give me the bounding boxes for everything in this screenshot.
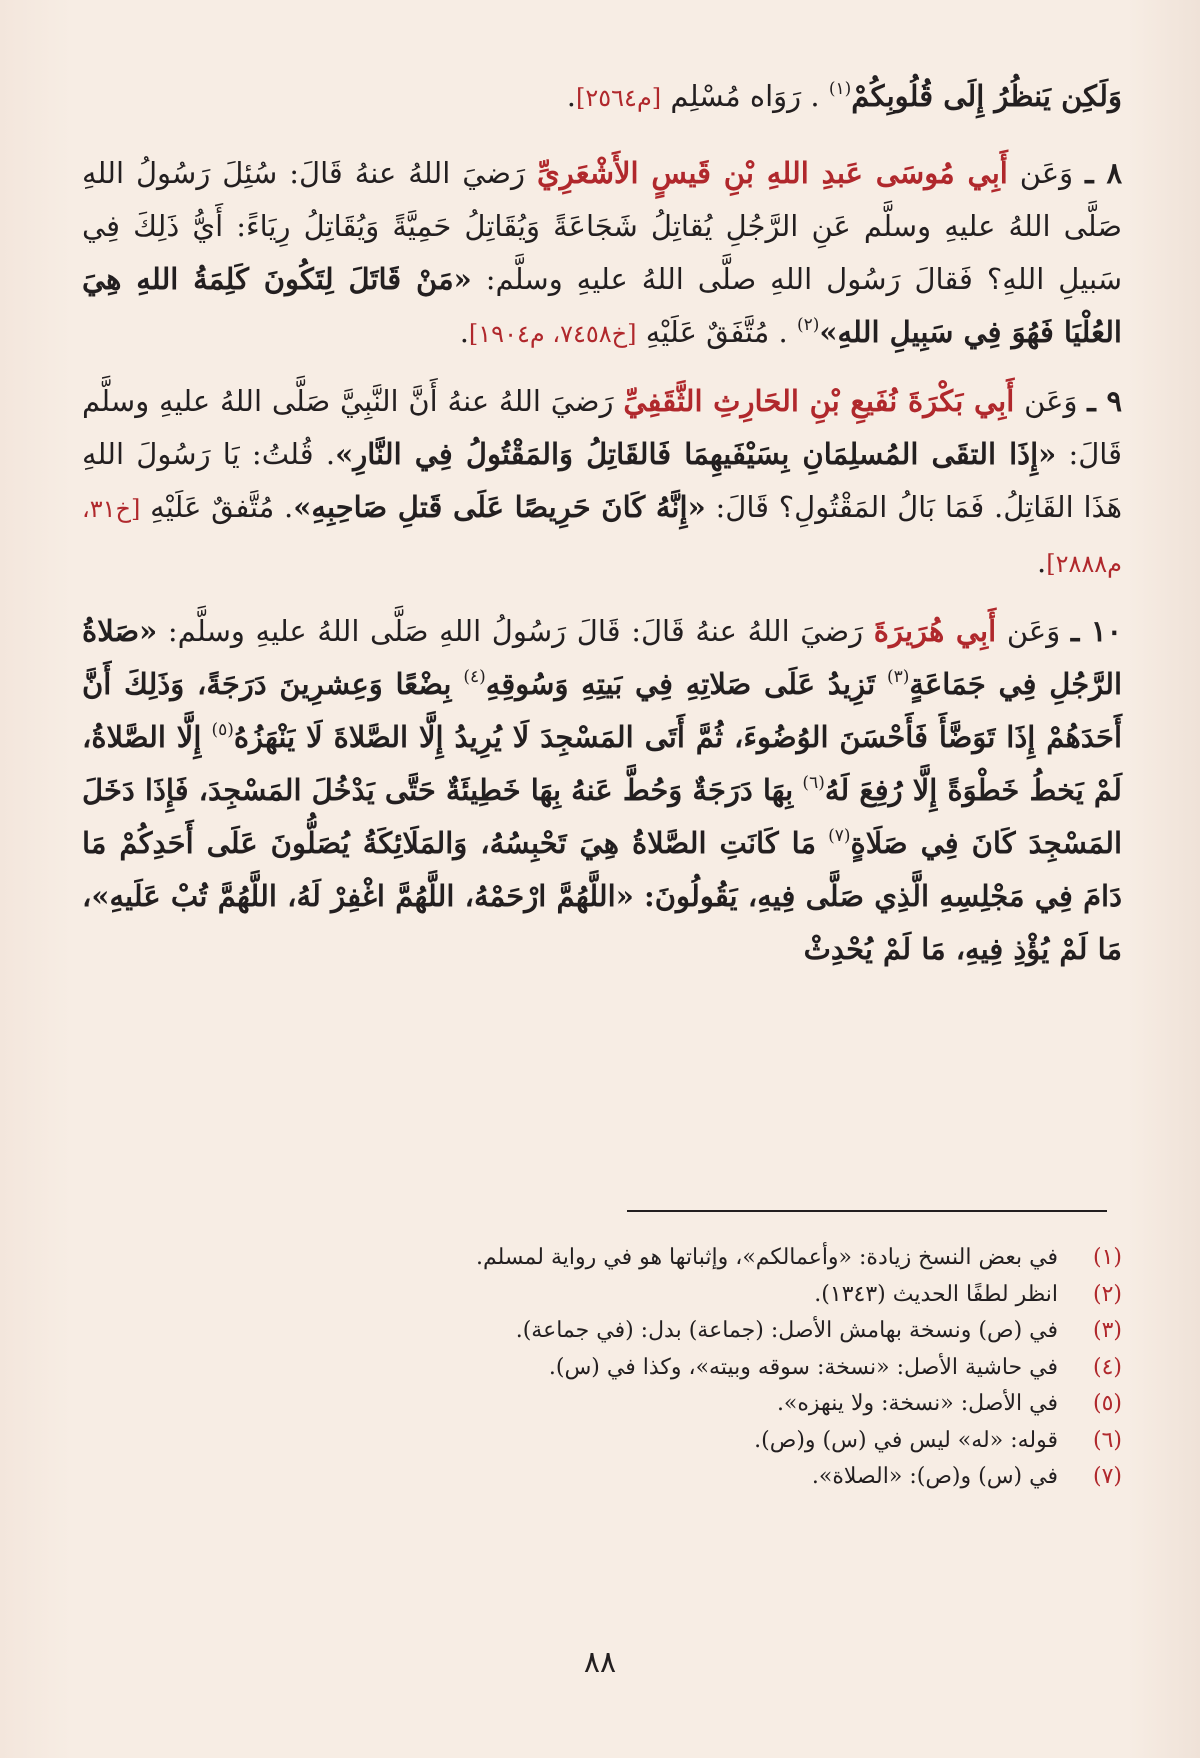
hadith-8-narrator: أَبِي مُوسَى عَبدِ اللهِ بْنِ قَيسٍ الأَشْعَرِيِّ xyxy=(537,156,1008,190)
top-reference: [م٢٥٦٤] xyxy=(576,84,662,112)
hadith-10-quote-4: إِلَّا الصَّلاةُ، لَمْ يَخطُ خَطْوَةً إِلَّا رُفِعَ لَهُ xyxy=(82,720,1123,807)
footnote-text: في (س) و(ص): «الصلاة». xyxy=(811,1464,1058,1489)
footnote xyxy=(82,1240,1122,1277)
footnote-marker-5[interactable]: (٥) xyxy=(211,720,234,740)
footnote xyxy=(82,1350,1122,1387)
footnote-text: في الأصل: «نسخة: ولا ينهزه». xyxy=(776,1391,1058,1416)
footnote-text: في حاشية الأصل: «نسخة: سوقه وبيته»، وكذا في (س). xyxy=(548,1354,1058,1380)
footnote-marker-7[interactable]: (٧) xyxy=(828,826,851,846)
hadith-9-number: ٩ ـ xyxy=(1087,384,1123,418)
footnote-text: قوله: «له» ليس في (س) و(ص). xyxy=(754,1427,1058,1453)
hadith-8-reference: [خ٧٤٥٨، م١٩٠٤] xyxy=(468,320,637,348)
hadith-8-quote: «مَنْ قَاتَلَ لِتَكُونَ كَلِمَةُ اللهِ هِيَ العُلْيَا فَهُوَ فِي سَبِيلِ اللهِ» xyxy=(82,262,1122,349)
footnote-marker-4[interactable]: (٤) xyxy=(463,667,486,687)
footnote-divider xyxy=(0,1210,1200,1212)
top-end: . xyxy=(566,79,576,113)
footnote-marker-6[interactable]: (٦) xyxy=(802,773,825,793)
hadith-10-body: رَضيَ اللهُ عنهُ قَالَ: قَالَ رَسُولُ اللهِ صَلَّى اللهُ عليهِ وسلَّم: xyxy=(167,614,864,648)
hadith-10-quote-3: بِضْعًا وَعِشرِينَ دَرَجَةً، وَذَلِكَ أَنَّ أَحَدَهُمْ إِذَا تَوَضَّأَ فَأَحْسَنَ الوُضُوءَ، ثُمَّ أَتَى المَسْجِدَ لَا يُرِيدُ إِلَّا الصَّلاةَ لَا يَنْهَزُهُ xyxy=(82,667,1123,754)
hadith-9-body-1: رَضيَ اللهُ عنهُ أَنَّ النَّبِيَّ صَلَّى اللهُ عليهِ وسلَّم قَالَ: xyxy=(82,384,1123,471)
top-attribution: . رَوَاه مُسْلِم xyxy=(670,79,820,113)
hadith-9-body-2: . قُلتُ: يَا رَسُولَ اللهِ هَذَا القَاتِلُ. فَمَا بَالُ المَقْتُولِ؟ قَالَ: xyxy=(82,437,1123,524)
footnote-marker-3[interactable]: (٣) xyxy=(887,667,910,687)
footnotes xyxy=(82,1240,1122,1496)
footnote-text: انظر لطفًا الحديث (١٣٤٣). xyxy=(814,1281,1058,1307)
hadith-10 xyxy=(82,605,1122,976)
hadith-9-narrator: أَبِي بَكْرَةَ نُفَيعِ بْنِ الحَارِثِ الثَّقَفِيِّ xyxy=(623,384,1015,418)
footnote-text: في بعض النسخ زيادة: «وأعمالكم»، وإثباتها هو في رواية لمسلم. xyxy=(476,1245,1058,1270)
hadith-9-reference: [خ٣١، م٢٨٨٨] xyxy=(82,495,1122,578)
hadith-8-attribution: . مُتَّفَقٌ عَلَيْهِ xyxy=(645,315,788,349)
hadith-8-pre: وَعَن xyxy=(1019,156,1074,190)
top-paragraph xyxy=(82,70,1122,125)
page-number: ٨٨ xyxy=(583,1645,617,1680)
hadith-9-pre: وَعَن xyxy=(1024,384,1078,418)
hadith-9 xyxy=(82,375,1122,591)
main-text xyxy=(82,70,1122,990)
hadith-10-quote-2: تَزِيدُ عَلَى صَلاتِهِ فِي بَيتِهِ وَسُوقِهِ xyxy=(485,667,876,701)
hadith-10-number: ١٠ ـ xyxy=(1070,614,1123,648)
hadith-8 xyxy=(82,147,1122,361)
footnote-number: (٣) xyxy=(1092,1318,1122,1343)
footnote-number: (٥) xyxy=(1092,1391,1122,1416)
footnote-text: في (ص) ونسخة بهامش الأصل: (جماعة) بدل: (في جماعة). xyxy=(515,1318,1058,1343)
hadith-10-quote-1: «صَلاةُ الرَّجُلِ فِي جَمَاعَةٍ xyxy=(82,614,1123,701)
footnote-number: (١) xyxy=(1092,1245,1122,1270)
footnote-number: (٢) xyxy=(1092,1281,1122,1307)
hadith-9-quote-2: «إِنَّهُ كَانَ حَرِيصًا عَلَى قَتلِ صَاحِبِهِ» xyxy=(293,490,706,524)
footnote-number: (٦) xyxy=(1092,1427,1122,1453)
hadith-8-body: رَضيَ اللهُ عنهُ قَالَ: سُئِلَ رَسُولُ اللهِ صَلَّى اللهُ عليهِ وسلَّم عَنِ الرَّجُلِ يُقاتِلُ شَجَاعَةً وَيُقَاتِلُ حَمِيَّةً وَيُقَاتِلُ رِيَاءً: أَيُّ ذَلِكَ فِي سَبيلِ اللهِ؟ فَقالَ رَسُول اللهِ صلَّى اللهُ عليهِ وسلَّم: xyxy=(82,156,1123,296)
footnote xyxy=(82,1423,1122,1460)
footnote-marker-1[interactable]: (١) xyxy=(828,79,852,99)
footnote xyxy=(82,1386,1122,1423)
footnote xyxy=(82,1459,1122,1496)
footnote xyxy=(82,1277,1122,1314)
footnote-marker-2[interactable]: (٢) xyxy=(796,315,820,335)
hadith-10-quote-5: بِهَا دَرَجَةٌ وَحُطَّ عَنهُ بِهَا خَطِيئَةٌ حَتَّى يَدْخُلَ المَسْجِدَ، فَإِذَا دَخَلَ المَسْجِدَ كَانَ فِي صَلَاةٍ xyxy=(82,773,1123,860)
hadith-10-pre: وَعَن xyxy=(1006,614,1061,648)
hadith-10-quote-6: مَا كَانَتِ الصَّلاةُ هِيَ تَحْبِسُهُ، وَالمَلَائِكَةُ يُصَلُّونَ عَلَى أَحَدِكُمْ مَا دَامَ فِي مَجْلِسِهِ الَّذِي صَلَّى فِيهِ، يَقُولُونَ: «اللَّهُمَّ ارْحَمْهُ، اللَّهُمَّ اغْفِرْ لَهُ، اللَّهُمَّ تُبْ عَلَيهِ»، مَا لَمْ يُؤْذِ فِيهِ، مَا لَمْ يُحْدِثْ xyxy=(82,826,1122,966)
footnote xyxy=(82,1313,1122,1350)
footnote-number: (٤) xyxy=(1092,1354,1122,1380)
top-quote: وَلَكِن يَنظُرُ إِلَى قُلُوبِكُمْ xyxy=(851,79,1122,113)
hadith-8-number: ٨ ـ xyxy=(1085,156,1123,190)
hadith-10-narrator: أَبِي هُرَيرَةَ xyxy=(873,614,997,648)
hadith-9-end: . xyxy=(1036,545,1047,579)
hadith-9-attribution: . مُتَّفقٌ عَلَيْهِ xyxy=(150,490,294,524)
footnote-number: (٧) xyxy=(1092,1464,1122,1489)
hadith-9-quote-1: «إِذَا التقَى المُسلِمَانِ بِسَيْفَيهِمَا فَالقَاتِلُ وَالمَقْتُولُ فِي النَّارِ» xyxy=(335,437,1057,471)
hadith-8-end: . xyxy=(459,315,469,349)
